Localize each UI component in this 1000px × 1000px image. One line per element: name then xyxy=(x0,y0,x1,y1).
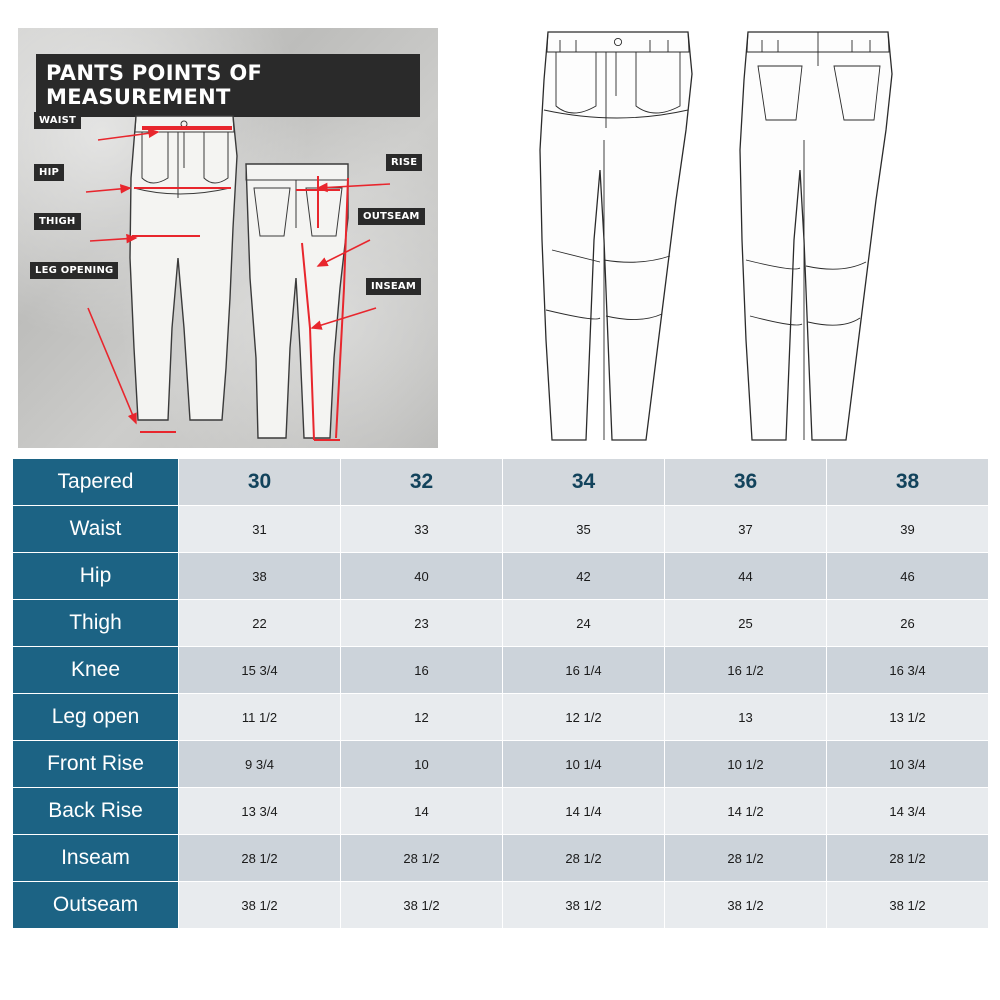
measurement-value: 13 1/2 xyxy=(827,694,989,741)
size-header-4: 38 xyxy=(827,459,989,506)
size-chart-table-wrapper xyxy=(12,458,988,929)
measurement-value: 39 xyxy=(827,506,989,553)
measurement-value: 14 3/4 xyxy=(827,788,989,835)
measurement-value: 40 xyxy=(341,553,503,600)
measurement-value: 12 xyxy=(341,694,503,741)
measurement-value: 22 xyxy=(179,600,341,647)
diagram-label-waist: WAIST xyxy=(34,112,81,129)
measurement-value: 46 xyxy=(827,553,989,600)
measurement-value: 9 3/4 xyxy=(179,741,341,788)
measurement-value: 16 xyxy=(341,647,503,694)
measurement-value: 28 1/2 xyxy=(179,835,341,882)
measurement-value: 11 1/2 xyxy=(179,694,341,741)
measurement-value: 38 1/2 xyxy=(179,882,341,929)
measurement-value: 25 xyxy=(665,600,827,647)
points-of-measurement-diagram xyxy=(18,28,438,448)
measurement-value: 16 1/2 xyxy=(665,647,827,694)
measurement-label: Knee xyxy=(13,647,179,694)
measurement-value: 31 xyxy=(179,506,341,553)
diagram-label-inseam: INSEAM xyxy=(366,278,421,295)
measurement-value: 28 1/2 xyxy=(503,835,665,882)
table-row xyxy=(13,788,989,835)
measurement-value: 24 xyxy=(503,600,665,647)
measurement-value: 37 xyxy=(665,506,827,553)
table-row xyxy=(13,882,989,929)
measurement-value: 42 xyxy=(503,553,665,600)
measurement-value: 10 1/4 xyxy=(503,741,665,788)
measurement-value: 38 xyxy=(179,553,341,600)
measurement-value: 16 1/4 xyxy=(503,647,665,694)
table-row xyxy=(13,506,989,553)
measurement-value: 38 1/2 xyxy=(665,882,827,929)
measurement-value: 14 1/4 xyxy=(503,788,665,835)
measurement-value: 12 1/2 xyxy=(503,694,665,741)
table-row xyxy=(13,553,989,600)
measurement-value: 28 1/2 xyxy=(827,835,989,882)
diagram-title: PANTS POINTS OF MEASUREMENT xyxy=(36,54,420,117)
table-row xyxy=(13,647,989,694)
technical-flats xyxy=(500,10,970,450)
measurement-value: 13 xyxy=(665,694,827,741)
measurement-value: 10 xyxy=(341,741,503,788)
measurement-value: 10 3/4 xyxy=(827,741,989,788)
measurement-value: 15 3/4 xyxy=(179,647,341,694)
illustration-area xyxy=(0,0,1000,455)
table-row xyxy=(13,835,989,882)
pant-back-outline xyxy=(246,164,348,438)
fit-type-header: Tapered xyxy=(13,459,179,506)
size-header-0: 30 xyxy=(179,459,341,506)
measurement-value: 38 1/2 xyxy=(341,882,503,929)
diagram-label-rise: RISE xyxy=(386,154,422,171)
table-header-row xyxy=(13,459,989,506)
measurement-value: 44 xyxy=(665,553,827,600)
measurement-value: 26 xyxy=(827,600,989,647)
measurement-value: 14 xyxy=(341,788,503,835)
measurement-value: 13 3/4 xyxy=(179,788,341,835)
measurement-value: 28 1/2 xyxy=(665,835,827,882)
size-header-3: 36 xyxy=(665,459,827,506)
measurement-label: Leg open xyxy=(13,694,179,741)
measurement-label: Back Rise xyxy=(13,788,179,835)
measurement-label: Waist xyxy=(13,506,179,553)
measurement-value: 35 xyxy=(503,506,665,553)
diagram-label-leg-opening: LEG OPENING xyxy=(30,262,118,279)
measurement-value: 38 1/2 xyxy=(827,882,989,929)
measurement-value: 14 1/2 xyxy=(665,788,827,835)
table-row xyxy=(13,694,989,741)
measurement-value: 33 xyxy=(341,506,503,553)
jeans-back-flat xyxy=(740,32,892,440)
size-header-2: 34 xyxy=(503,459,665,506)
measurement-label: Hip xyxy=(13,553,179,600)
measurement-value: 16 3/4 xyxy=(827,647,989,694)
size-header-1: 32 xyxy=(341,459,503,506)
measurement-label: Front Rise xyxy=(13,741,179,788)
diagram-label-thigh: THIGH xyxy=(34,213,81,230)
diagram-vector-layer xyxy=(18,28,438,448)
measurement-value: 23 xyxy=(341,600,503,647)
diagram-label-outseam: OUTSEAM xyxy=(358,208,425,225)
measurement-value: 10 1/2 xyxy=(665,741,827,788)
diagram-label-hip: HIP xyxy=(34,164,64,181)
measurement-label: Thigh xyxy=(13,600,179,647)
table-row xyxy=(13,741,989,788)
measurement-label: Inseam xyxy=(13,835,179,882)
size-chart-table xyxy=(12,458,989,929)
measurement-value: 28 1/2 xyxy=(341,835,503,882)
measurement-value: 38 1/2 xyxy=(503,882,665,929)
measurement-label: Outseam xyxy=(13,882,179,929)
table-row xyxy=(13,600,989,647)
